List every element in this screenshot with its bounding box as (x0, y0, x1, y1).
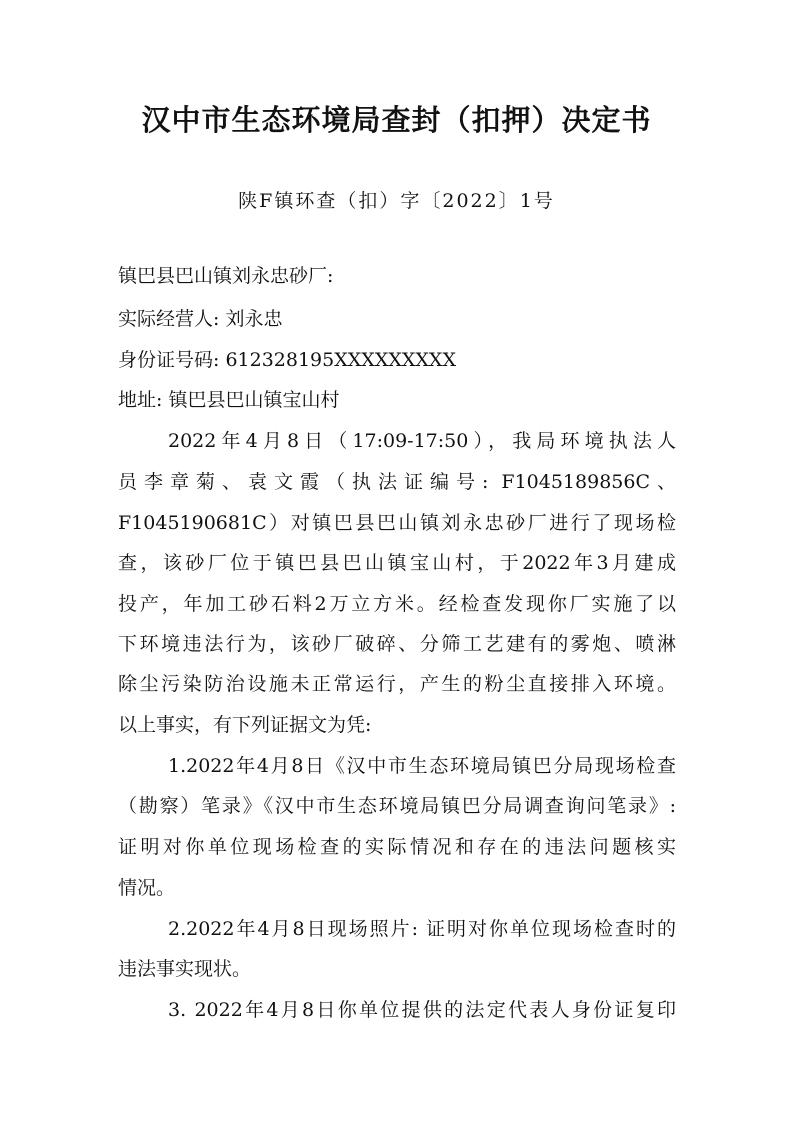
recipient-line: 镇巴县巴山镇刘永忠砂厂: (118, 265, 334, 287)
evidence-item-3: 3. 2022年4月8日你单位提供的法定代表人身份证复印 (168, 999, 676, 1021)
evidence-item-1-cont: 情况。 (118, 877, 176, 899)
evidence-item-1: 1.2022年4月8日《汉中市生态环境局镇巴分局现场检查 (168, 755, 676, 777)
document-title: 汉中市生态环境局查封（扣押）决定书 (141, 103, 652, 137)
evidence-item-2: 2.2022年4月8日现场照片: 证明对你单位现场检查时的 (168, 918, 676, 940)
body-line: 查，该砂厂位于镇巴县巴山镇宝山村，于2022年3月建成 (118, 552, 676, 574)
body-line: 除尘污染防治设施未正常运行，产生的粉尘直接排入环境。 (118, 673, 676, 695)
operator-line: 实际经营人: 刘永忠 (118, 308, 283, 330)
body-line: 投产，年加工砂石料2万立方米。经检查发现你厂实施了以 (118, 593, 676, 615)
evidence-item-1-cont: （勘察）笔录》《汉中市生态环境局镇巴分局调查询问笔录》: (118, 795, 676, 817)
id-number-line: 身份证号码: 612328195XXXXXXXXX (118, 349, 456, 371)
body-line: 2022年4月8日（17:09-17:50），我局环境执法人 (168, 430, 676, 452)
body-line: 以上事实，有下列证据文为凭: (118, 714, 372, 736)
evidence-item-2-cont: 违法事实现状。 (118, 958, 252, 980)
body-line: F1045190681C）对镇巴县巴山镇刘永忠砂厂进行了现场检 (118, 512, 676, 534)
body-line: 员李章菊、袁文霞（执法证编号: F1045189856C、 (118, 471, 676, 493)
address-line: 地址: 镇巴县巴山镇宝山村 (118, 389, 340, 411)
evidence-item-1-cont: 证明对你单位现场检查的实际情况和存在的违法问题核实 (118, 836, 676, 858)
document-number: 陕F镇环查（扣）字〔2022〕1号 (238, 190, 555, 212)
body-line: 下环境违法行为，该砂厂破碎、分筛工艺建有的雾炮、喷淋 (118, 633, 676, 655)
